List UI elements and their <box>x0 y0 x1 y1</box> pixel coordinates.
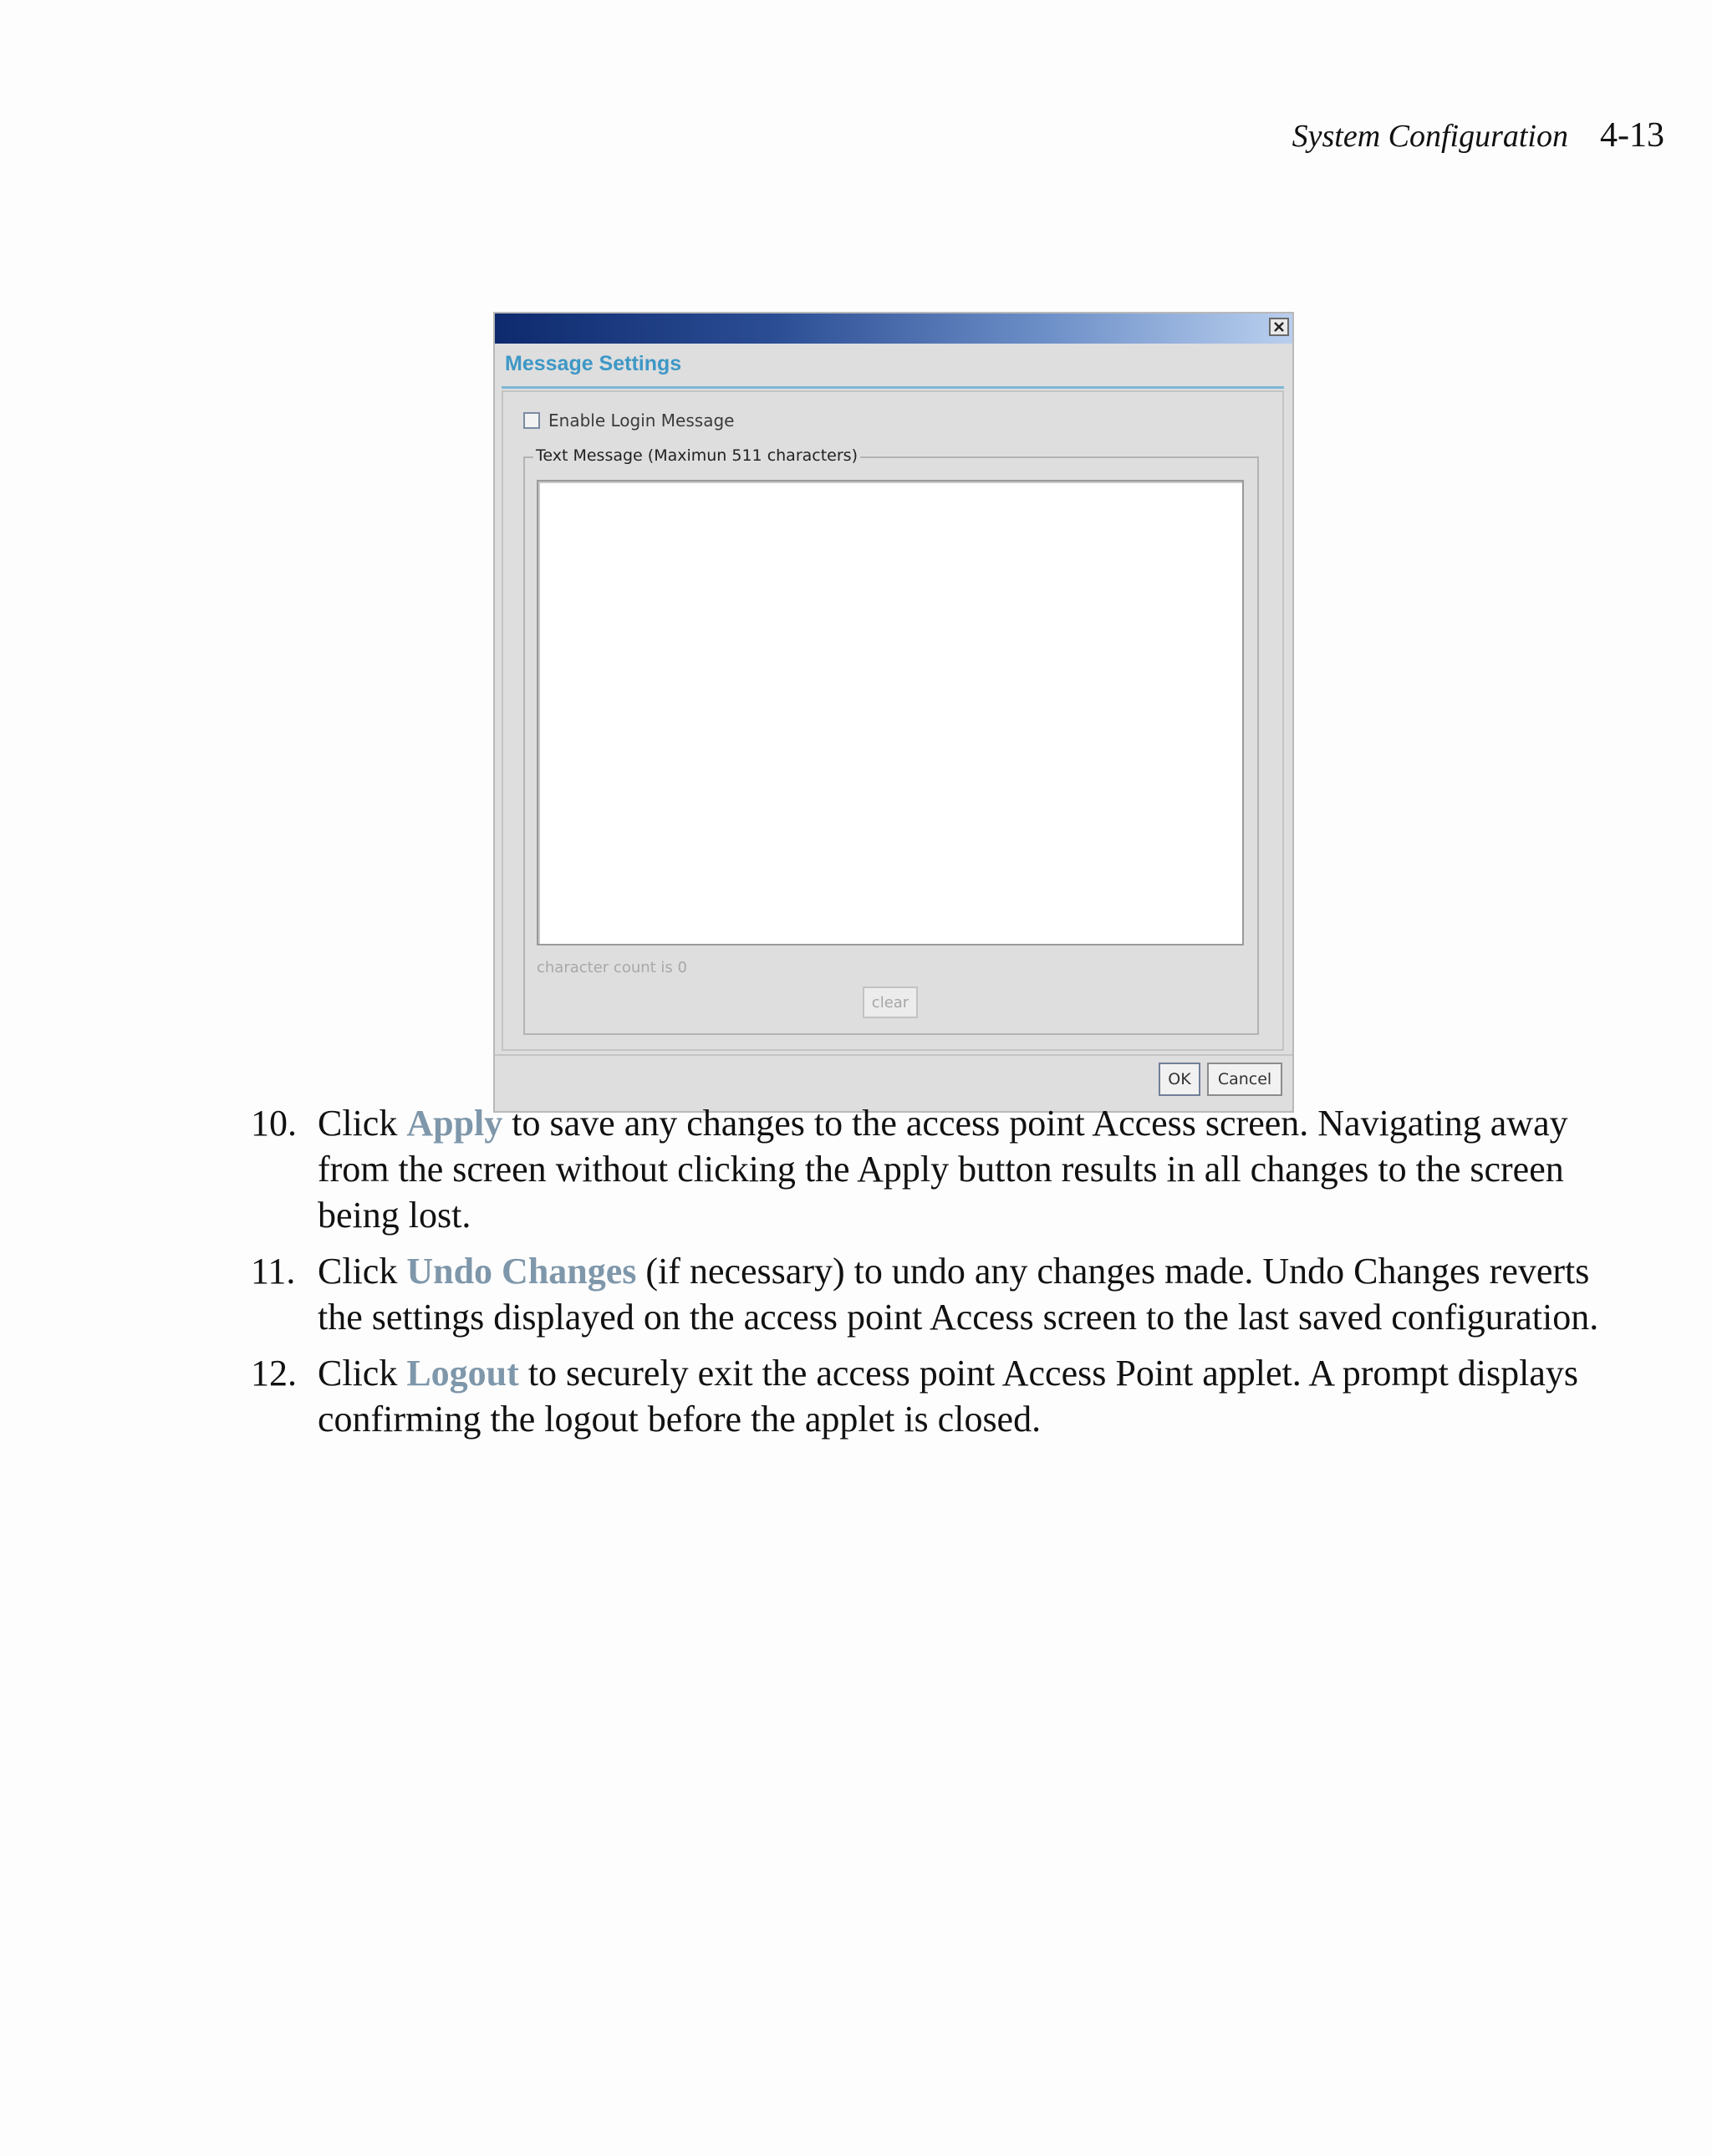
step-text-post: to securely exit the access point Access Point applet. A prompt displays confirming the logout before the applet is closed. <box>318 1353 1579 1440</box>
cancel-button[interactable]: Cancel <box>1207 1063 1282 1096</box>
step-text-pre: Click <box>318 1353 407 1394</box>
instruction-steps <box>251 1100 1605 1452</box>
text-message-input[interactable] <box>537 480 1244 945</box>
page-header <box>1292 115 1664 155</box>
step-item <box>251 1350 1605 1442</box>
character-count: character count is 0 <box>537 959 687 976</box>
step-number: 11. <box>251 1251 296 1292</box>
step-keyword-logout: Logout <box>406 1353 519 1394</box>
step-number: 12. <box>251 1353 297 1394</box>
step-text-pre: Click <box>318 1251 407 1292</box>
step-text-post: (if necessary) to undo any changes made. Undo Changes reverts the settings displayed on the access point Access screen to the last saved configuration. <box>318 1251 1599 1338</box>
step-text-post: to save any changes to the access point Access screen. Navigating away from the screen without clicking the Apply button results in all changes to the screen being lost. <box>318 1103 1568 1236</box>
step-text-pre: Click <box>318 1103 407 1144</box>
step-number: 10. <box>251 1103 297 1144</box>
message-settings-dialog <box>493 312 1294 1113</box>
step-item <box>251 1248 1605 1340</box>
page-number: 4-13 <box>1600 116 1664 155</box>
enable-login-message-label: Enable Login Message <box>548 410 735 431</box>
close-button[interactable] <box>1269 318 1289 336</box>
section-title: System Configuration <box>1292 119 1568 154</box>
enable-login-message-row[interactable] <box>523 410 734 431</box>
dialog-titlebar <box>495 313 1292 344</box>
clear-button[interactable]: clear <box>863 986 918 1018</box>
ok-button[interactable]: OK <box>1159 1063 1200 1096</box>
title-divider <box>502 386 1284 389</box>
enable-login-message-checkbox[interactable] <box>523 412 540 429</box>
close-icon <box>1273 321 1285 333</box>
button-bar-divider <box>495 1054 1292 1056</box>
step-keyword-apply: Apply <box>406 1103 503 1144</box>
step-item <box>251 1100 1605 1238</box>
dialog-title: Message Settings <box>505 352 682 375</box>
step-keyword-undo-changes: Undo Changes <box>406 1251 637 1292</box>
text-message-legend: Text Message (Maximun 511 characters) <box>533 446 860 465</box>
